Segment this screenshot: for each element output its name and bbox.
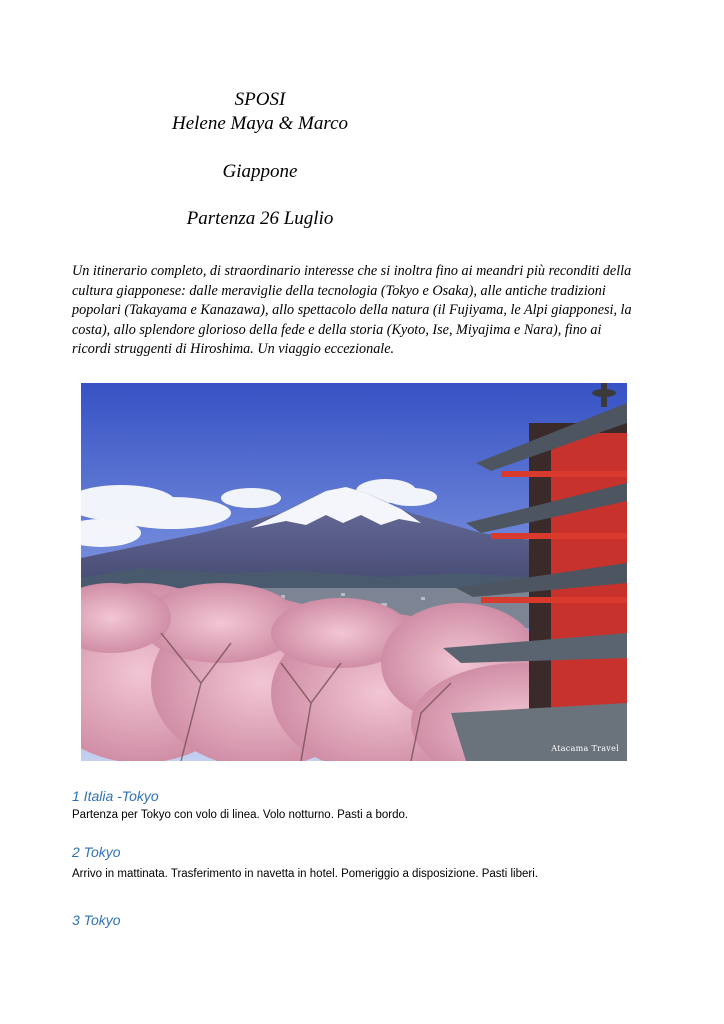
day-2-heading: 2 Tokyo — [72, 844, 121, 860]
title-sposi: SPOSI — [234, 89, 286, 110]
day-3-heading: 3 Tokyo — [72, 912, 121, 928]
title-departure: Partenza 26 Luglio — [186, 208, 334, 229]
fuji-pagoda-photo — [81, 383, 627, 761]
day-2-text: Arrivo in mattinata. Trasferimento in navetta in hotel. Pomeriggio a disposizione. Pasti liberi. — [72, 868, 538, 880]
day-1-heading: 1 Italia -Tokyo — [72, 788, 159, 804]
title-destination: Giappone — [222, 161, 298, 182]
intro-paragraph: Un itinerario completo, di straordinario interesse che si inoltra fino ai meandri più reconditi della cultura giapponese: dalle meraviglie della tecnologia (Tokyo e Osaka), alle antiche tradizioni popolari (Takayama e Kanazawa), allo spettacolo della natura (il Fujiyama, le Alpi giapponesi, la costa), allo splendore glorioso della fede e della storia (Kyoto, Ise, Miyajima e Nara), fino ai ricordi struggenti di Hiroshima. Un viaggio eccezionale. — [72, 263, 632, 357]
photo-watermark: Atacama Travel — [551, 744, 619, 753]
day-1-text: Partenza per Tokyo con volo di linea. Volo notturno. Pasti a bordo. — [72, 809, 409, 821]
title-couple-names: Helene Maya & Marco — [171, 113, 349, 134]
